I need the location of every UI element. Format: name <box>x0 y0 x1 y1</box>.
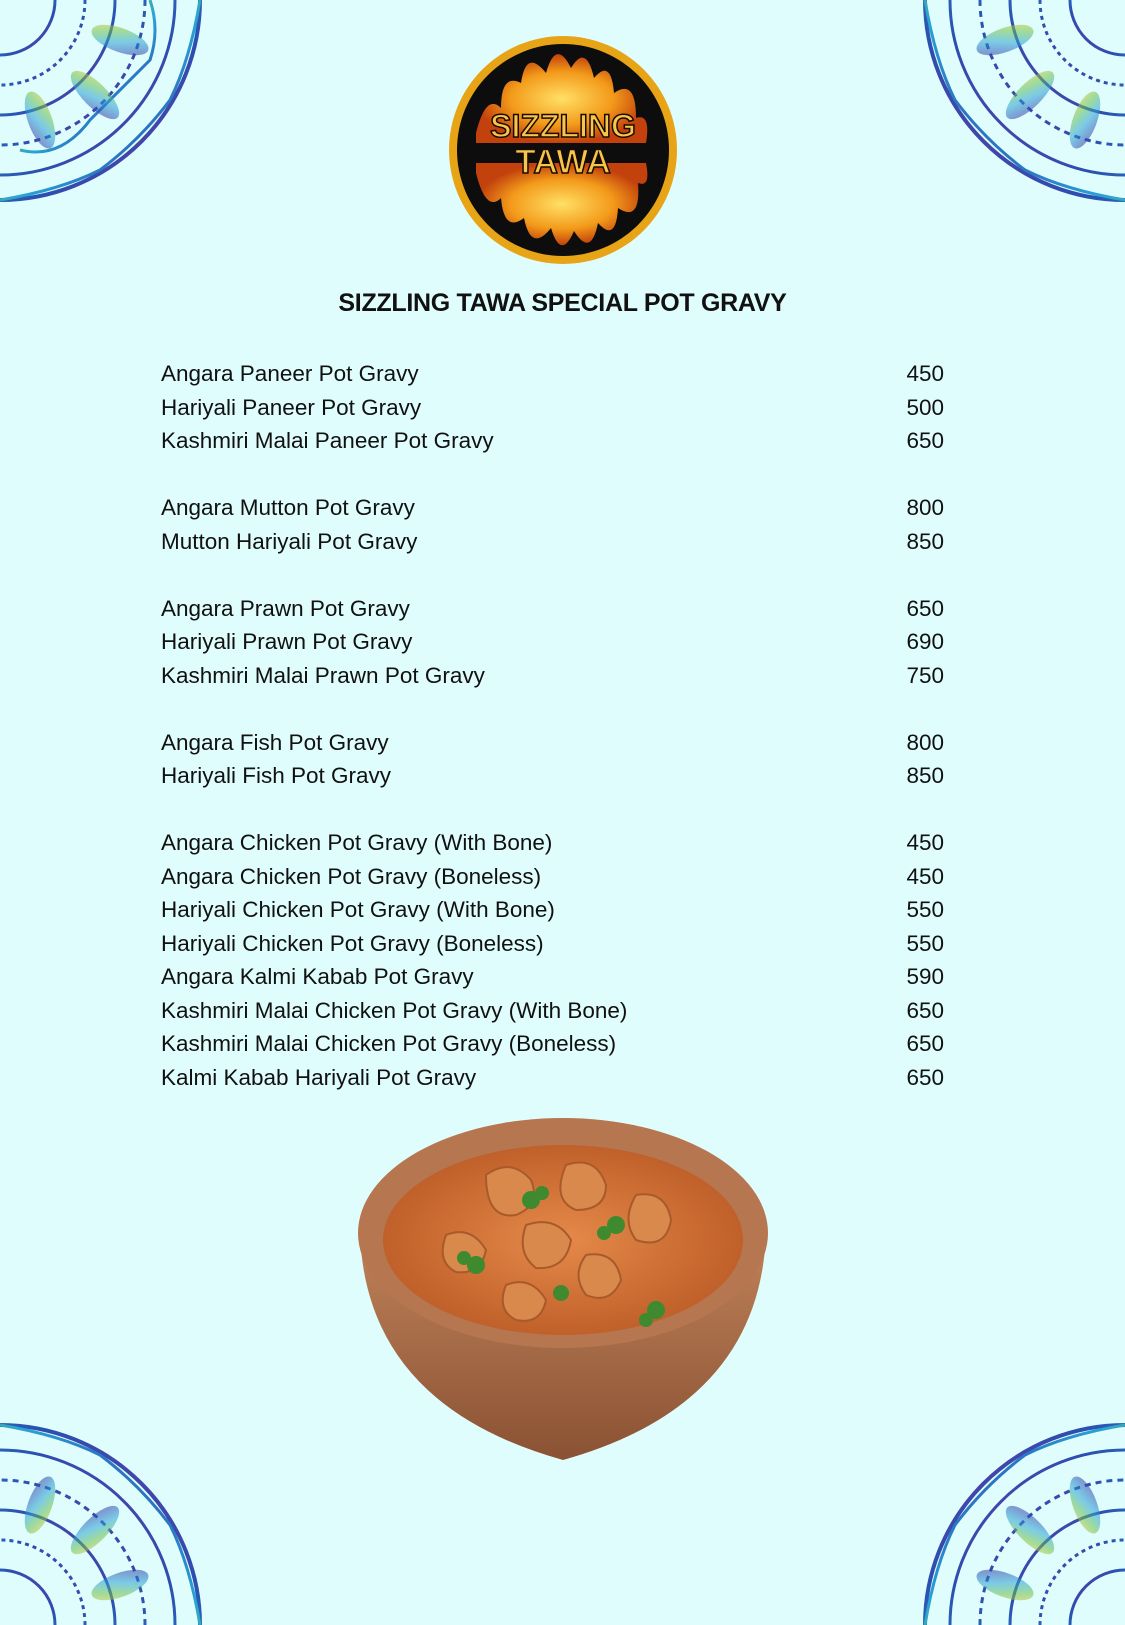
menu-item-price: 650 <box>906 428 944 453</box>
menu-item <box>161 592 944 626</box>
menu-item-price: 800 <box>906 729 944 755</box>
menu-item-name: Hariyali Prawn Pot Gravy <box>161 629 413 654</box>
menu-item-price: 550 <box>906 897 944 922</box>
menu-item <box>161 525 944 559</box>
menu-item <box>161 927 944 961</box>
menu-item-price: 500 <box>906 394 944 420</box>
menu-title: SIZZLING TAWA SPECIAL POT GRAVY <box>338 289 787 317</box>
menu-item-price: 650 <box>906 595 944 621</box>
mandala-ornament-bottom-left <box>0 1410 215 1625</box>
menu-item <box>161 726 944 760</box>
logo-line-2: TAWA <box>515 143 611 181</box>
menu-item-price: 550 <box>906 930 944 956</box>
menu-item-name: Angara Prawn Pot Gravy <box>161 595 410 621</box>
menu-item-name: Angara Chicken Pot Gravy (With Bone) <box>161 830 553 855</box>
menu-item-price: 850 <box>906 528 944 554</box>
menu-group <box>161 491 944 558</box>
menu-item <box>161 759 944 793</box>
menu-item-price: 650 <box>906 1064 944 1090</box>
mandala-ornament-bottom-right <box>910 1410 1125 1625</box>
menu-item-name: Hariyali Chicken Pot Gravy (With Bone) <box>161 897 555 922</box>
menu-item-name: Angara Paneer Pot Gravy <box>161 361 419 386</box>
menu-item-name: Angara Mutton Pot Gravy <box>161 495 415 520</box>
menu-item-name: Hariyali Paneer Pot Gravy <box>161 394 422 420</box>
menu-group <box>161 357 944 458</box>
menu-item <box>161 1061 944 1095</box>
menu-group <box>161 826 944 1094</box>
menu-item-price: 750 <box>906 662 944 688</box>
menu-item <box>161 659 944 693</box>
menu-group <box>161 592 944 693</box>
menu-item-name: Kashmiri Malai Chicken Pot Gravy (With Bone) <box>161 997 628 1023</box>
menu-item-price: 690 <box>906 629 944 654</box>
menu-item-name: Angara Chicken Pot Gravy (Boneless) <box>161 863 542 889</box>
menu-group <box>161 726 944 793</box>
menu-item-name: Angara Kalmi Kabab Pot Gravy <box>161 964 474 989</box>
menu-item-name: Kashmiri Malai Chicken Pot Gravy (Boneless) <box>161 1031 617 1056</box>
sizzling-tawa-logo <box>446 33 680 267</box>
menu-item <box>161 1027 944 1061</box>
menu-item-name: Kalmi Kabab Hariyali Pot Gravy <box>161 1064 477 1090</box>
menu-item-price: 450 <box>906 830 944 855</box>
menu-item-name: Mutton Hariyali Pot Gravy <box>161 528 418 554</box>
menu-item-name: Kashmiri Malai Prawn Pot Gravy <box>161 662 485 688</box>
logo-line-1: SIZZLING <box>490 108 636 144</box>
menu-item <box>161 826 944 860</box>
curry-bowl-image <box>356 1115 770 1465</box>
menu-item <box>161 893 944 927</box>
menu-item-price: 650 <box>906 1031 944 1056</box>
menu-item-name: Angara Fish Pot Gravy <box>161 729 389 755</box>
menu-item-price: 800 <box>906 495 944 520</box>
menu-item-name: Kashmiri Malai Paneer Pot Gravy <box>161 428 494 453</box>
mandala-ornament-top-right <box>910 0 1125 215</box>
menu-item <box>161 424 944 458</box>
menu-item-price: 650 <box>906 997 944 1023</box>
menu-item-name: Hariyali Chicken Pot Gravy (Boneless) <box>161 930 544 956</box>
menu-item-name: Hariyali Fish Pot Gravy <box>161 763 392 788</box>
menu-item-price: 590 <box>906 964 944 989</box>
menu-item <box>161 357 944 391</box>
menu-item-price: 850 <box>906 763 944 788</box>
menu-item <box>161 994 944 1028</box>
menu-item <box>161 491 944 525</box>
menu-item <box>161 960 944 994</box>
menu-item <box>161 860 944 894</box>
menu-item-price: 450 <box>906 361 944 386</box>
menu-item-price: 450 <box>906 863 944 889</box>
mandala-ornament-top-left <box>0 0 215 215</box>
menu-item <box>161 625 944 659</box>
menu-list <box>161 357 944 1128</box>
menu-item <box>161 391 944 425</box>
